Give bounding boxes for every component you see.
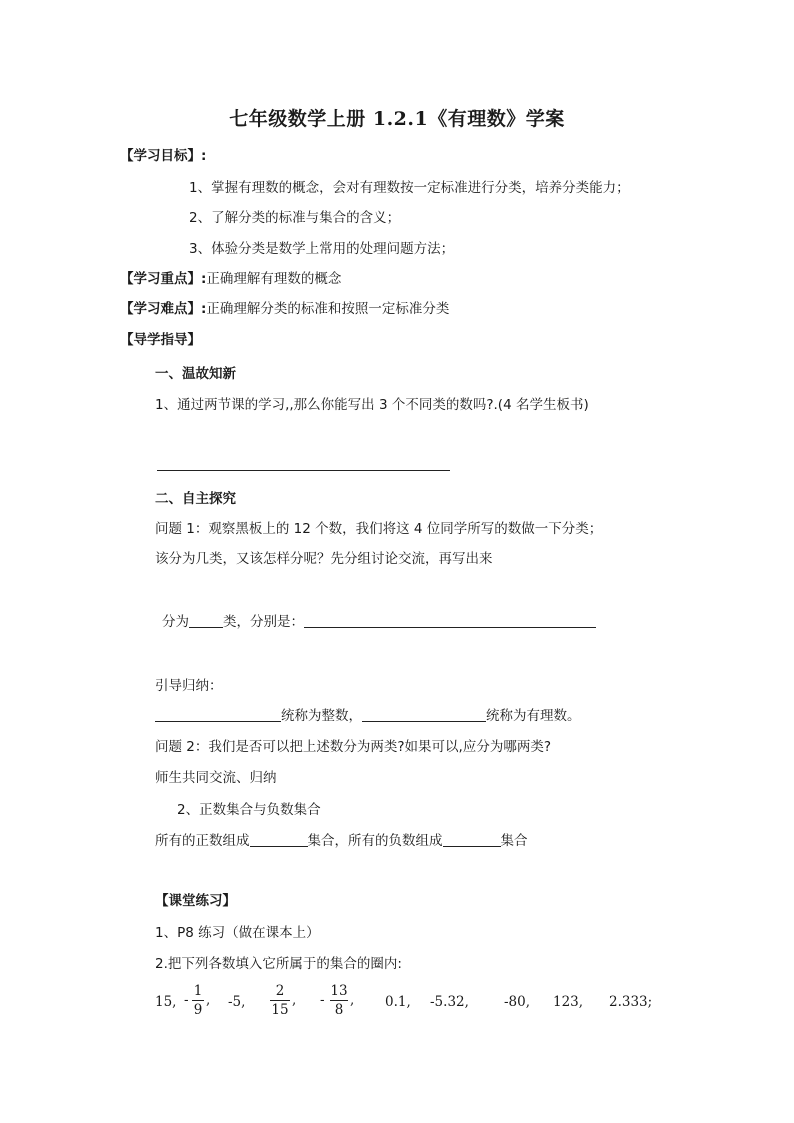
divide-prefix: 分为 xyxy=(162,614,189,630)
objective-item-1: 1、掌握有理数的概念，会对有理数按一定标准进行分类，培养分类能力； xyxy=(189,180,630,196)
difficulty xyxy=(120,300,449,318)
blank-negative-set xyxy=(443,832,501,847)
fraction-3-bar xyxy=(330,1000,348,1001)
key-point xyxy=(120,270,341,288)
blank-positive-set xyxy=(250,832,308,847)
fraction-1-denominator: 9 xyxy=(193,1002,203,1018)
sets-text-c: 集合 xyxy=(500,833,528,849)
problem-2: 问题 2：我们是否可以把上述数分为两类?如果可以,应分为哪两类? xyxy=(155,739,552,755)
review-question-1: 1、通过两节课的学习,,那么你能写出 3 个不同类的数吗?.(4 名学生板书) xyxy=(155,397,589,413)
number-2-333: 2.333; xyxy=(609,994,653,1010)
fraction-1-comma: , xyxy=(206,992,211,1008)
review-heading: 一、温故知新 xyxy=(155,366,236,382)
number-minus-5: -5, xyxy=(228,994,246,1010)
objectives-heading: 【学习目标】: xyxy=(120,148,207,164)
blank-categories xyxy=(304,613,596,628)
problem-1-line-2: 该分为几类，又该怎样分呢？先分组讨论交流，再写出来 xyxy=(155,551,493,567)
fraction-3-sign: - xyxy=(320,992,325,1008)
blank-rationals xyxy=(362,707,486,722)
discuss-text: 师生共同交流、归纳 xyxy=(155,770,277,786)
fraction-2-bar xyxy=(270,1000,290,1001)
fraction-1 xyxy=(192,983,204,1018)
sets-heading: 2、正数集合与负数集合 xyxy=(177,802,321,818)
fraction-3-denominator: 8 xyxy=(334,1002,344,1018)
divide-mid: 类，分别是： xyxy=(223,614,304,630)
key-point-heading: 【学习重点】: xyxy=(120,271,207,287)
summary-line xyxy=(155,707,581,725)
divide-line xyxy=(162,613,596,631)
key-point-text: 正确理解有理数的概念 xyxy=(206,271,342,287)
blank-count xyxy=(189,613,223,628)
practice-heading: 【课堂练习】 xyxy=(155,893,236,909)
objective-item-3: 3、体验分类是数学上常用的处理问题方法； xyxy=(189,241,455,257)
summary-label: 引导归纳： xyxy=(155,678,223,694)
summary-mid-2: 统称为有理数。 xyxy=(486,708,581,724)
fraction-2-comma: , xyxy=(292,992,297,1008)
sets-line xyxy=(155,832,528,850)
difficulty-text: 正确理解分类的标准和按照一定标准分类 xyxy=(206,301,450,317)
fraction-3-comma: , xyxy=(350,992,355,1008)
answer-line xyxy=(157,470,450,471)
fraction-2 xyxy=(270,983,290,1018)
objective-item-2: 2、了解分类的标准与集合的含义； xyxy=(189,210,401,226)
fraction-3-numerator: 13 xyxy=(330,983,348,999)
fraction-1-bar xyxy=(192,1000,204,1001)
number-minus-5-32: -5.32, xyxy=(430,994,469,1010)
practice-item-1: 1、P8 练习（做在课本上） xyxy=(155,925,320,941)
fraction-1-sign: - xyxy=(184,992,189,1008)
explore-heading: 二、自主探究 xyxy=(155,491,236,507)
fraction-3 xyxy=(330,983,348,1018)
summary-mid-1: 统称为整数， xyxy=(281,708,362,724)
guide-heading: 【导学指导】 xyxy=(120,332,201,348)
sets-text-a: 所有的正数组成 xyxy=(155,833,250,849)
problem-1-line-1: 问题 1：观察黑板上的 12 个数，我们将这 4 位同学所写的数做一下分类； xyxy=(155,521,603,537)
sets-text-b: 集合，所有的负数组成 xyxy=(307,833,443,849)
number-123: 123, xyxy=(553,994,584,1010)
fraction-2-denominator: 15 xyxy=(271,1002,289,1018)
page-title: 七年级数学上册 1.2.1《有理数》学案 xyxy=(229,108,565,130)
fraction-1-numerator: 1 xyxy=(193,983,203,999)
fraction-2-numerator: 2 xyxy=(275,983,285,999)
practice-item-2: 2.把下列各数填入它所属于的集合的圈内: xyxy=(155,956,402,972)
number-minus-80: -80, xyxy=(504,994,531,1010)
number-15: 15, xyxy=(155,994,177,1010)
blank-integers xyxy=(155,707,281,722)
difficulty-heading: 【学习难点】: xyxy=(120,301,207,317)
number-0-1: 0.1, xyxy=(385,994,411,1010)
